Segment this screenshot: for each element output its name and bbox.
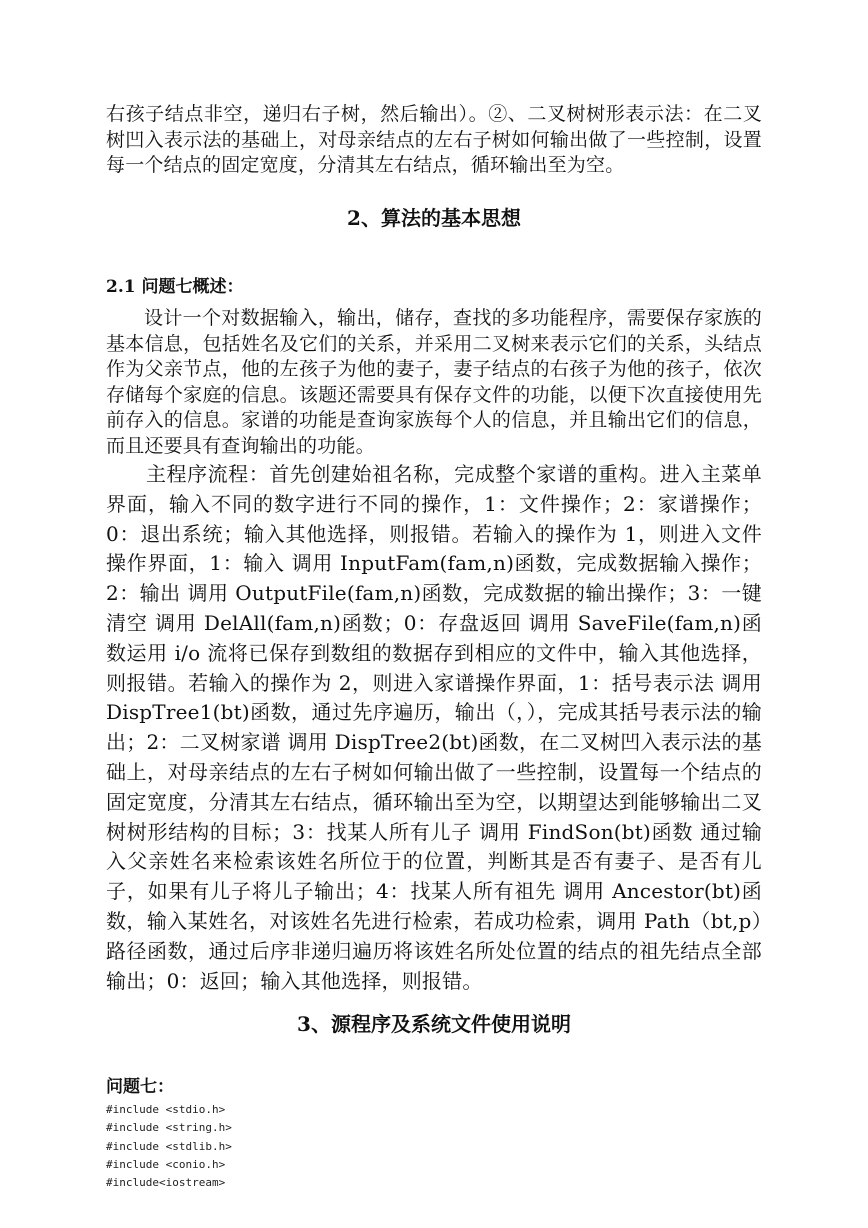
code-line: #include <stdlib.h>: [106, 1139, 232, 1153]
code-line: #include<iostream>: [106, 1176, 226, 1190]
problem-7-label: 问题七：: [106, 1077, 174, 1097]
intro-paragraph: 右孩子结点非空，递归右子树，然后输出）。②、二叉树树形表示法：在二叉树凹入表示法的基础上，对母亲结点的左右子树如何输出做了一些控制，设置每一个结点的固定宽度，分清其左右结点，循环输出至为空。: [106, 103, 762, 176]
section-3-heading: 3、源程序及系统文件使用说明: [297, 1012, 571, 1036]
section-2-heading: 2、算法的基本思想: [347, 206, 521, 230]
main-flow-paragraph: 主程序流程：首先创建始祖名称，完成整个家谱的重构。进入主菜单界面，输入不同的数字进行不同的操作，1：文件操作；2：家谱操作；0：退出系统；输入其他选择，则报错。若输入的操作为 1，则进入文件操作界面，1：输入 调用 InputFam(fam,n)函数，完成数据输入操作；2：输出 调用 OutputFile(fam,n)函数，完成数据的输出操作；3：一键清空 调用 DelAll(fam,n)函数；0：存盘返回 调用 SaveFile(fam,n)函数运用 i/o 流将已保存到数组的数据存到相应的文件中，输入其他选择，则报错。若输入的操作为 2，则进入家谱操作界面，1：括号表示法 调用 DispTree1(bt)函数，通过先序遍历，输出（，），完成其括号表示法的输出；2：二叉树家谱 调用 DispTree2(bt)函数，在二叉树凹入表示法的基础上，对母亲结点的左右子树如何输出做了一些控制，设置每一个结点的固定宽度，分清其左右结点，循环输出至为空，以期望达到能够输出二叉树树形结构的目标；3：找某人所有儿子 调用 FindSon(bt)函数 通过输入父亲姓名来检索该姓名所位于的位置，判断其是否有妻子、是否有儿子，如果有儿子将儿子输出；4：找某人所有祖先 调用 Ancestor(bt)函数，输入某姓名，对该姓名先进行检索，若成功检索，调用 Path（bt,p）路径函数，通过后序非递归遍历将该姓名所处位置的结点的祖先结点全部输出；0：返回；输入其他选择，则报错。: [106, 462, 762, 993]
code-listing: [106, 1101, 232, 1192]
code-line: #include <stdio.h>: [106, 1103, 226, 1116]
problem-overview-paragraph: 设计一个对数据输入，输出，储存，查找的多功能程序，需要保存家族的基本信息，包括姓名及它们的关系，并采用二叉树来表示它们的关系，头结点作为父亲节点，他的左孩子为他的妻子，妻子结点的右孩子为他的孩子，依次存储每个家庭的信息。该题还需要具有保存文件的功能，以便下次直接使用先前存入的信息。家谱的功能是查询家族每个人的信息，并且输出它们的信息，而且还要具有查询输出的功能。: [106, 307, 762, 457]
code-line: #include <conio.h>: [106, 1157, 226, 1171]
subsection-2-1-heading: 2.1 问题七概述：: [106, 277, 244, 297]
code-line: #include <string.h>: [106, 1121, 232, 1135]
